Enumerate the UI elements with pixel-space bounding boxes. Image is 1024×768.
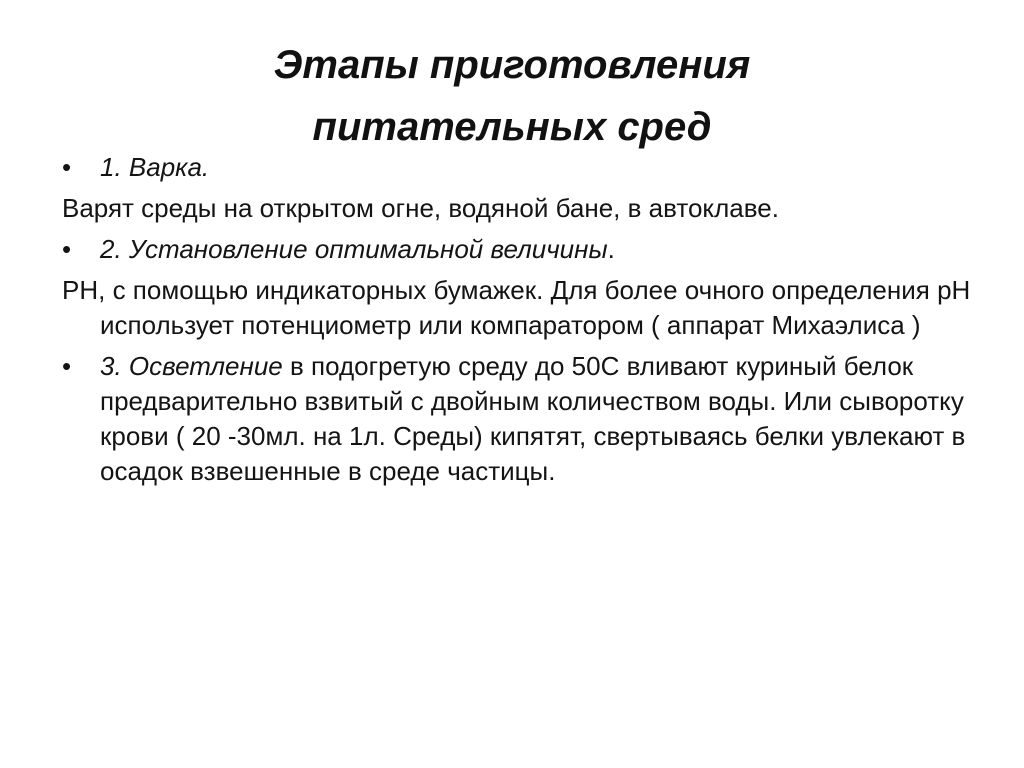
step-3-heading: 3. Осветление <box>100 351 283 381</box>
step-2-description: РН, с помощью индикаторных бумажек. Для более очного определения рН использует потенциометр или компаратором ( аппарат Михаэлиса ) <box>62 275 971 340</box>
slide-title-line-1: Этапы приготовления <box>273 43 751 87</box>
bullet-icon: • <box>62 234 72 264</box>
step-1-description: Варят среды на открытом огне, водяной бане, в автоклаве. <box>62 193 779 223</box>
bullet-item-3 <box>62 349 982 489</box>
bullet-item-2 <box>62 232 982 267</box>
slide-body <box>62 150 982 495</box>
bullet-icon: • <box>62 351 72 381</box>
step-2-heading: 2. Установление оптимальной величины <box>100 234 608 264</box>
step-3-description: в подогретую среду до 50С вливают куриный белок предварительно взвитый с двойным количеством воды. Или сыворотку крови ( 20 -30мл. на 1л. Среды) кипятят, свертываясь белки увлекают в осадок взвешенные в среде частицы. <box>100 351 966 486</box>
step-2-heading-period: . <box>607 234 615 264</box>
slide-title <box>60 34 964 158</box>
bullet-icon: • <box>62 152 72 182</box>
slide-title-line-2: питательных сред <box>312 105 712 149</box>
bullet-item-1 <box>62 150 982 185</box>
step-1-heading: 1. Варка. <box>100 152 210 182</box>
